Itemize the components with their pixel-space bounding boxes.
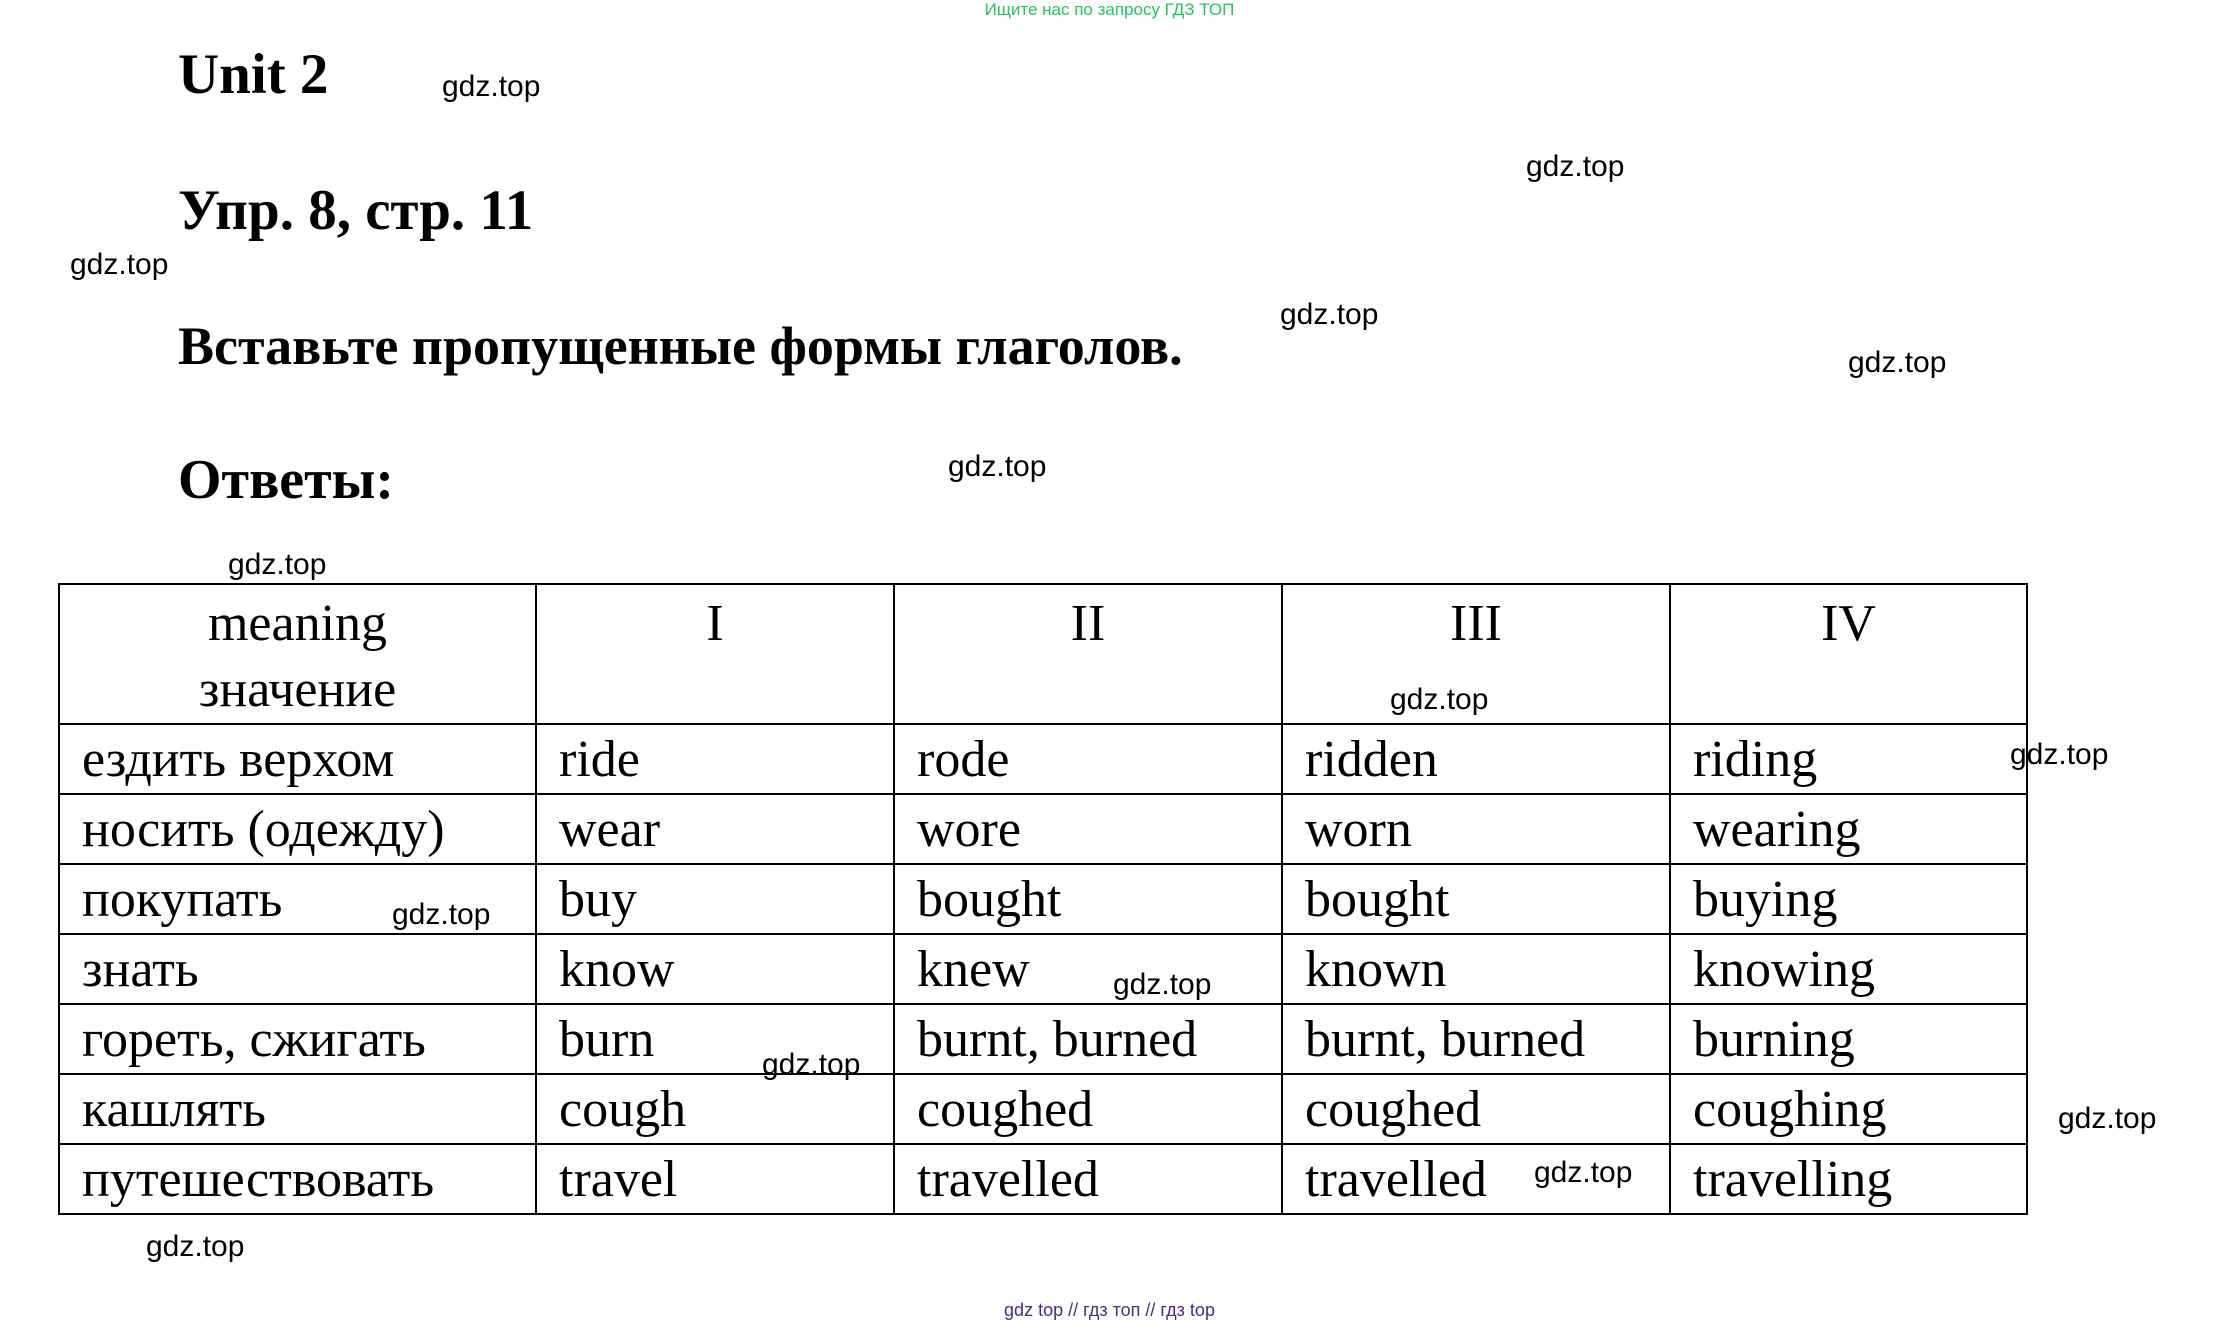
table-cell: гореть, сжигать [59, 1004, 536, 1074]
table-row [59, 1004, 2027, 1074]
header-form-1: I [536, 584, 894, 724]
table-cell: buying [1670, 864, 2027, 934]
table-cell: покупать [59, 864, 536, 934]
table-header-row [59, 584, 2027, 724]
header-form-2: II [894, 584, 1282, 724]
verb-forms-table [58, 583, 2028, 1215]
table-cell: кашлять [59, 1074, 536, 1144]
watermark: gdz.top [762, 1048, 861, 1081]
table-cell: knew [894, 934, 1282, 1004]
table-cell: travelling [1670, 1144, 2027, 1214]
table-cell: burning [1670, 1004, 2027, 1074]
table-cell: cough [536, 1074, 894, 1144]
watermark: gdz.top [146, 1230, 245, 1263]
table-cell: buy [536, 864, 894, 934]
table-row [59, 724, 2027, 794]
header-form-3: III [1282, 584, 1670, 724]
table-cell: ridden [1282, 724, 1670, 794]
table-cell: ride [536, 724, 894, 794]
watermark: gdz.top [228, 548, 327, 581]
table-cell: wearing [1670, 794, 2027, 864]
table-cell: bought [894, 864, 1282, 934]
watermark: gdz.top [2058, 1102, 2157, 1135]
watermark: gdz.top [392, 898, 491, 931]
table-cell: coughed [1282, 1074, 1670, 1144]
watermark: gdz.top [948, 450, 1047, 483]
table-cell: rode [894, 724, 1282, 794]
header-meaning: meaning значение [59, 584, 536, 724]
table-cell: travel [536, 1144, 894, 1214]
table-cell: know [536, 934, 894, 1004]
watermark: gdz.top [70, 248, 169, 281]
table-cell: coughing [1670, 1074, 2027, 1144]
answers-title: Ответы: [178, 449, 395, 511]
table-cell: coughed [894, 1074, 1282, 1144]
table-cell: bought [1282, 864, 1670, 934]
table-cell: travelled [1282, 1144, 1670, 1214]
table-cell: ездить верхом [59, 724, 536, 794]
watermark: gdz.top [2010, 738, 2109, 771]
instruction-text: Вставьте пропущенные формы глаголов. [178, 316, 1183, 376]
watermark: gdz.top [442, 70, 541, 103]
footer-links: gdz top // гдз топ // гдз top [1004, 1300, 1215, 1320]
table-row [59, 934, 2027, 1004]
table-cell: wore [894, 794, 1282, 864]
watermark: gdz.top [1848, 346, 1947, 379]
watermark: gdz.top [1534, 1156, 1633, 1189]
unit-title: Unit 2 [178, 43, 329, 106]
table-cell: знать [59, 934, 536, 1004]
table-cell: burn [536, 1004, 894, 1074]
table-cell: wear [536, 794, 894, 864]
table-cell: путешествовать [59, 1144, 536, 1214]
watermark: gdz.top [1280, 298, 1379, 331]
table-cell: travelled [894, 1144, 1282, 1214]
watermark: gdz.top [1526, 150, 1625, 183]
table-cell: burnt, burned [894, 1004, 1282, 1074]
table-row [59, 1074, 2027, 1144]
exercise-title: Упр. 8, стр. 11 [178, 179, 534, 242]
table-row [59, 794, 2027, 864]
table-cell: worn [1282, 794, 1670, 864]
table-cell: knowing [1670, 934, 2027, 1004]
table-cell: носить (одежду) [59, 794, 536, 864]
table-cell: riding [1670, 724, 2027, 794]
top-banner: Ищите нас по запросу ГДЗ ТОП [984, 0, 1235, 19]
header-form-4: IV [1670, 584, 2027, 724]
table-cell: burnt, burned [1282, 1004, 1670, 1074]
table-row [59, 1144, 2027, 1214]
table-cell: known [1282, 934, 1670, 1004]
watermark: gdz.top [1113, 968, 1212, 1001]
table-row [59, 864, 2027, 934]
watermark: gdz.top [1390, 683, 1489, 716]
